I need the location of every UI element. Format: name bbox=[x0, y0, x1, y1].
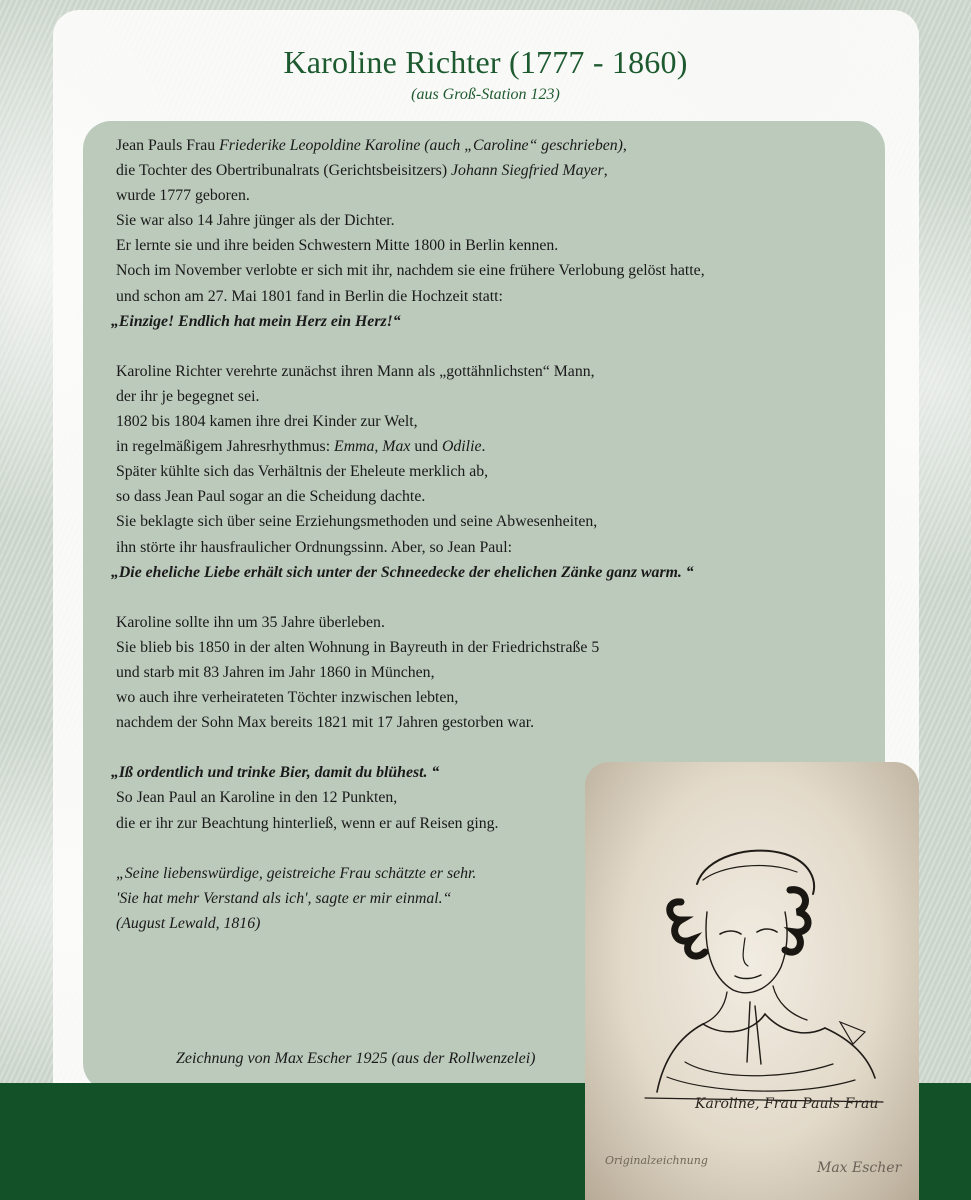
text-segment: Johann Siegfried Mayer bbox=[451, 162, 604, 180]
text-segment: 'Sie hat mehr Verstand als ich', sagte er mir einmal.“ bbox=[116, 889, 452, 907]
text-line bbox=[116, 233, 816, 258]
portrait-drawing bbox=[585, 762, 919, 1200]
text-segment: „Seine liebenswürdige, geistreiche Frau schätzte er sehr. bbox=[116, 864, 477, 882]
paragraph-family bbox=[111, 359, 816, 585]
text-line bbox=[116, 635, 816, 660]
text-line bbox=[116, 710, 816, 735]
quote-text: „Einzige! Endlich hat mein Herz ein Herz!“ bbox=[111, 312, 401, 330]
portrait-sketch-icon bbox=[585, 762, 919, 1200]
text-line bbox=[116, 509, 816, 534]
text-line bbox=[116, 284, 816, 309]
text-line bbox=[116, 359, 816, 384]
text-segment: und bbox=[410, 438, 442, 456]
text-segment: Emma, Max bbox=[334, 438, 411, 456]
text-line bbox=[116, 384, 816, 409]
text-segment: Karoline sollte ihn um 35 Jahre überleben. bbox=[116, 613, 385, 631]
portrait-note: Originalzeichnung bbox=[605, 1154, 708, 1167]
text-line bbox=[116, 535, 816, 560]
text-segment: der ihr je begegnet sei. bbox=[116, 387, 260, 405]
text-line bbox=[116, 610, 816, 635]
text-line bbox=[116, 660, 816, 685]
text-segment: Sie blieb bis 1850 in der alten Wohnung in Bayreuth in der Friedrichstraße 5 bbox=[116, 638, 600, 656]
text-segment: so dass Jean Paul sogar an die Scheidung dachte. bbox=[116, 488, 426, 506]
text-segment: So Jean Paul an Karoline in den 12 Punkten, bbox=[116, 789, 398, 807]
text-segment: Später kühlte sich das Verhältnis der Eheleute merklich ab, bbox=[116, 463, 489, 481]
text-segment: in regelmäßigem Jahresrhythmus: bbox=[116, 438, 335, 456]
text-segment: Karoline Richter verehrte zunächst ihren Mann als „gottähnlichsten“ Mann, bbox=[116, 362, 595, 380]
text-line bbox=[116, 158, 816, 183]
text-line bbox=[116, 484, 816, 509]
text-line bbox=[116, 258, 816, 283]
quote-text: „Iß ordentlich und trinke Bier, damit du blühest. “ bbox=[111, 764, 440, 782]
text-segment: Jean Pauls Frau bbox=[116, 137, 220, 154]
text-line bbox=[116, 133, 816, 158]
portrait-inscription: Karoline, Frau Pauls Frau bbox=[695, 1096, 879, 1112]
quote-text: „Die eheliche Liebe erhält sich unter der Schneedecke der ehelichen Zänke ganz warm. “ bbox=[111, 563, 694, 581]
text-segment: Friederike Leopoldine Karoline (auch „Caroline“ geschrieben) bbox=[219, 137, 623, 154]
paragraph-later-life bbox=[116, 610, 816, 735]
text-segment: Er lernte sie und ihre beiden Schwestern Mitte 1800 in Berlin kennen. bbox=[116, 237, 559, 255]
text-line bbox=[116, 409, 816, 434]
text-segment: und schon am 27. Mai 1801 fand in Berlin die Hochzeit statt: bbox=[116, 287, 503, 305]
text-segment: die Tochter des Obertribunalrats (Gerichtsbeisitzers) bbox=[116, 162, 452, 180]
portrait-signature: Max Escher bbox=[817, 1160, 902, 1176]
text-segment: (August Lewald, 1816) bbox=[116, 914, 261, 932]
page-subtitle: (aus Groß-Station 123) bbox=[411, 86, 560, 103]
text-segment: , bbox=[603, 162, 608, 180]
drawing-caption: Zeichnung von Max Escher 1925 (aus der Rollwenzelei) bbox=[176, 1050, 536, 1067]
text-line bbox=[116, 208, 816, 233]
text-segment: wurde 1777 geboren. bbox=[116, 187, 250, 205]
text-line bbox=[116, 434, 816, 459]
text-segment: die er ihr zur Beachtung hinterließ, wenn er auf Reisen ging. bbox=[116, 814, 499, 832]
text-segment: Noch im November verlobte er sich mit ihr, nachdem sie eine frühere Verlobung gelöst hatte, bbox=[116, 262, 705, 280]
paragraph-marriage bbox=[111, 133, 816, 334]
text-line bbox=[116, 459, 816, 484]
text-line bbox=[116, 685, 816, 710]
text-line bbox=[111, 309, 816, 334]
text-line bbox=[111, 560, 816, 585]
text-segment: 1802 bis 1804 kamen ihre drei Kinder zur Welt, bbox=[116, 413, 418, 431]
text-segment: ihn störte ihr hausfraulicher Ordnungssinn. Aber, so Jean Paul: bbox=[116, 538, 512, 556]
text-segment: wo auch ihre verheirateten Töchter inzwischen lebten, bbox=[116, 689, 459, 707]
text-segment: Sie beklagte sich über seine Erziehungsmethoden und seine Abwesenheiten, bbox=[116, 513, 598, 531]
text-segment: und starb mit 83 Jahren im Jahr 1860 in München, bbox=[116, 663, 435, 681]
text-segment: Odilie bbox=[441, 438, 482, 456]
text-segment: Sie war also 14 Jahre jünger als der Dichter. bbox=[116, 212, 395, 230]
text-segment: nachdem der Sohn Max bereits 1821 mit 17 Jahren gestorben war. bbox=[116, 714, 535, 732]
text-segment: , bbox=[622, 137, 627, 154]
text-segment: . bbox=[481, 438, 486, 456]
text-line bbox=[116, 183, 816, 208]
page-title: Karoline Richter (1777 - 1860) bbox=[283, 44, 688, 80]
